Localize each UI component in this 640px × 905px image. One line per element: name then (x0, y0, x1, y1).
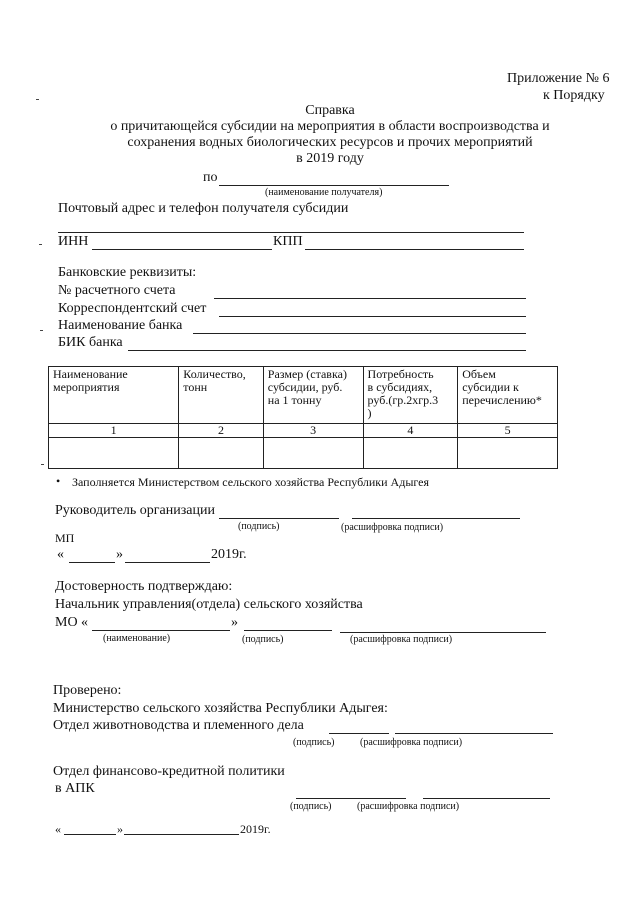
confirm-sig-caption: (подпись) (242, 634, 284, 645)
confirm-heading: Достоверность подтверждаю: (55, 579, 233, 594)
footnote-bullet: • (56, 474, 61, 488)
confirm-mo-close: » (231, 615, 238, 630)
head-label: Руководитель организации (55, 503, 215, 518)
table-header-cell: Размер (ставка) субсидии, руб. на 1 тонну (263, 367, 363, 424)
table-input-cell[interactable] (179, 438, 263, 469)
table-input-cell[interactable] (49, 438, 179, 469)
bottom-date-day-line[interactable] (64, 834, 116, 835)
title-line-1: о причитающейся субсидии на мероприятия в области воспроизводства и (110, 119, 550, 134)
head-date-mid: » (116, 547, 123, 562)
table-number-row (49, 424, 558, 438)
scan-speck (36, 99, 39, 100)
kpp-line[interactable] (305, 249, 524, 250)
head-signature-line[interactable] (219, 518, 339, 519)
confirm-name-line[interactable] (92, 630, 230, 631)
confirm-mo-open: МО « (55, 615, 89, 630)
table-data-row (49, 438, 558, 469)
footnote-text: Заполняется Министерством сельского хозяйства Республики Адыгея (72, 475, 429, 489)
table-input-cell[interactable] (458, 438, 558, 469)
bottom-date-month-line[interactable] (124, 834, 239, 835)
table-input-cell[interactable] (263, 438, 363, 469)
confirm-line: Начальник управления(отдела) сельского хозяйства (55, 597, 363, 612)
checked-decode-caption: (расшифровка подписи) (360, 737, 463, 748)
bottom-date-year: 2019г. (240, 822, 271, 836)
scan-speck (39, 244, 42, 245)
checked-sig-caption: (подпись) (293, 737, 335, 748)
checked-decode-line[interactable] (395, 733, 553, 734)
table-input-cell[interactable] (363, 438, 458, 469)
recipient-caption: (наименование получателя) (265, 187, 383, 198)
postal-label: Почтовый адрес и телефон получателя субсидии (58, 201, 349, 216)
checked-heading: Проверено: (53, 683, 122, 698)
table-header-row (49, 367, 558, 424)
finance-line-1: Отдел финансово-кредитной политики (53, 764, 285, 779)
confirm-decode-caption: (расшифровка подписи) (350, 634, 453, 645)
table-number-cell: 2 (179, 424, 263, 438)
head-decode-caption: (расшифровка подписи) (341, 522, 444, 533)
head-decode-line[interactable] (352, 518, 520, 519)
appendix-line-2: к Порядку (543, 88, 605, 103)
kpp-label: КПП (273, 234, 303, 249)
bank-heading: Банковские реквизиты: (58, 265, 197, 280)
scan-speck (40, 330, 43, 331)
table-number-cell: 1 (49, 424, 179, 438)
table-header-cell: Потребность в субсидиях, руб.(гр.2хгр.3 ) (363, 367, 458, 424)
table-number-cell: 3 (263, 424, 363, 438)
table-header-cell: Объем субсидии к перечислению* (458, 367, 558, 424)
table-number-cell: 4 (363, 424, 458, 438)
recipient-line[interactable] (219, 185, 449, 186)
confirm-name-caption: (наименование) (103, 633, 171, 644)
bank-name-line[interactable] (193, 333, 526, 334)
bank-name-label: Наименование банка (58, 318, 183, 333)
head-sig-caption: (подпись) (238, 521, 280, 532)
head-date-year: 2019г. (211, 547, 247, 562)
head-date-month-line[interactable] (125, 562, 210, 563)
bottom-date-open: « (55, 822, 61, 836)
checked-ministry: Министерство сельского хозяйства Республики Адыгея: (53, 701, 388, 716)
title-line-2: сохранения водных биологических ресурсов и прочих мероприятий (127, 135, 533, 150)
bank-corr-label: Корреспондентский счет (58, 301, 207, 316)
finance-decode-caption: (расшифровка подписи) (357, 801, 460, 812)
confirm-decode-line[interactable] (340, 632, 546, 633)
appendix-line-1: Приложение № 6 (507, 71, 610, 86)
head-date-day-line[interactable] (69, 562, 115, 563)
bank-account-line[interactable] (214, 298, 526, 299)
bank-bik-line[interactable] (128, 350, 526, 351)
bank-bik-label: БИК банка (58, 335, 123, 350)
finance-line-2: в АПК (55, 781, 95, 796)
postal-line[interactable] (58, 232, 524, 233)
confirm-signature-line[interactable] (244, 630, 332, 631)
finance-sig-caption: (подпись) (290, 801, 332, 812)
checked-dept: Отдел животноводства и племенного дела (53, 718, 304, 733)
title-heading: Справка (305, 103, 355, 118)
table-header-cell: Наименование мероприятия (49, 367, 179, 424)
checked-signature-line[interactable] (329, 733, 389, 734)
scan-speck (41, 464, 44, 465)
bank-account-label: № расчетного счета (58, 283, 176, 298)
subsidy-table (48, 366, 558, 469)
bottom-date-mid: » (117, 822, 123, 836)
finance-decode-line[interactable] (423, 798, 550, 799)
mp-label: МП (55, 531, 75, 545)
inn-line[interactable] (92, 249, 272, 250)
inn-label: ИНН (58, 234, 89, 249)
finance-signature-line[interactable] (296, 798, 406, 799)
head-date-open: « (57, 547, 64, 562)
title-line-3: в 2019 году (296, 151, 364, 166)
table-header-cell: Количество, тонн (179, 367, 263, 424)
table-number-cell: 5 (458, 424, 558, 438)
recipient-prefix: по (203, 170, 218, 185)
bank-corr-line[interactable] (219, 316, 526, 317)
